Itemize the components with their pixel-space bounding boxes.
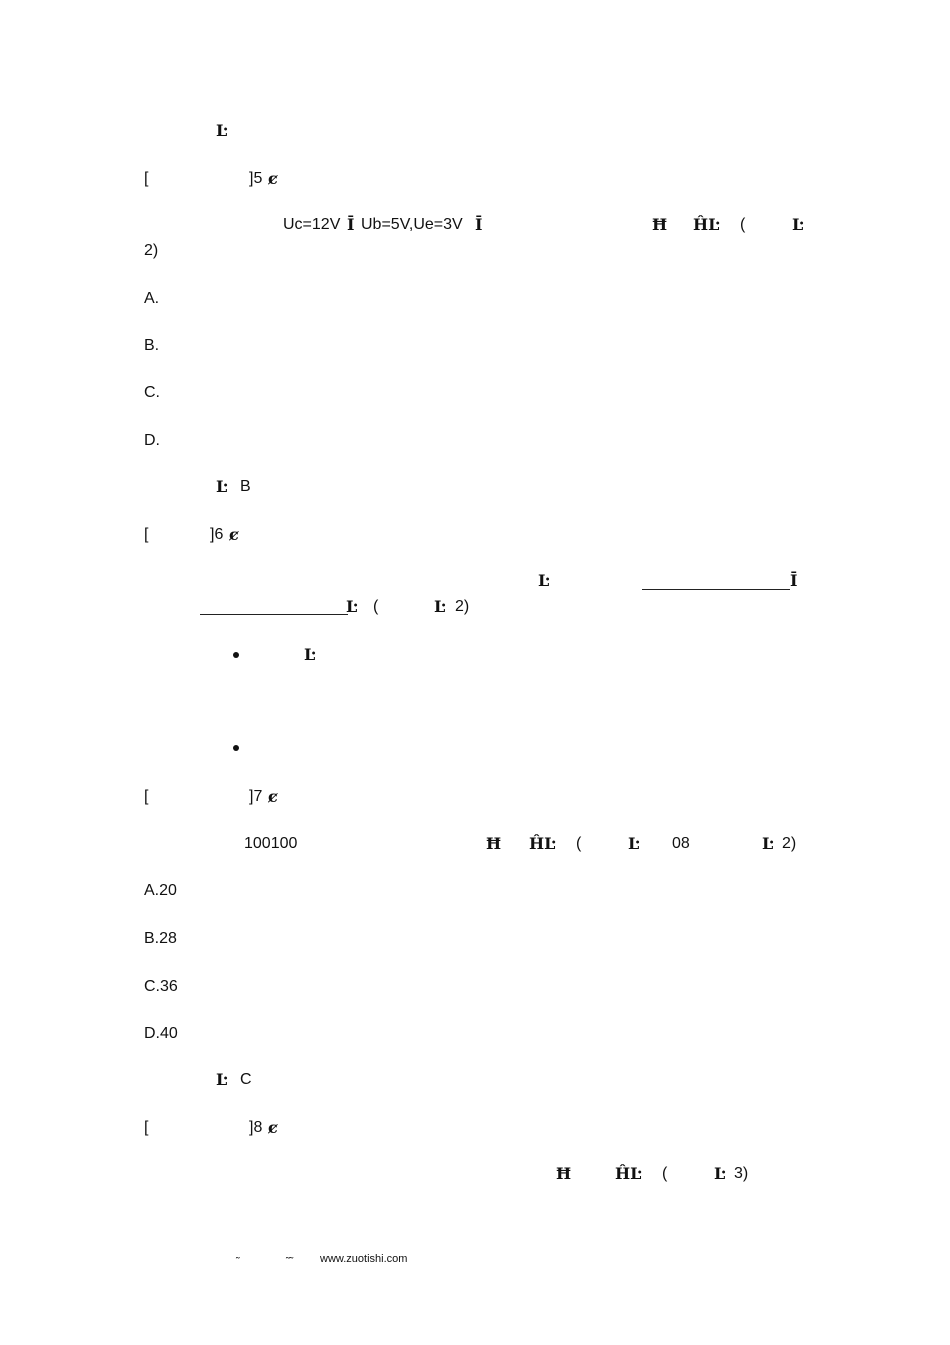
footer-mark-1: ˜ [236,1256,240,1268]
q5-option-d: D. [144,432,160,449]
q5-line2: 2) [144,242,159,259]
q8-score-mark: Ŀ [714,1164,726,1183]
q7-number-tail: ȼ [268,787,278,806]
q8-bracket-open: [ [144,1119,149,1136]
q5-mark-hl: ĤĿ [693,215,720,234]
q5-sep1: Ī [347,215,355,234]
q5-number-tail: ȼ [268,169,278,188]
q6-paren: ( [373,598,379,615]
q7-value: 08 [672,835,690,852]
q6-mark-l: Ŀ [538,571,550,590]
q6-bracket-open: [ [144,526,149,543]
q8-mark-h: Ħ [556,1164,572,1183]
q5-values-b: Ub=5V,Ue=3V [361,216,463,233]
q7-answer: C [240,1071,252,1088]
q5-option-c: C. [144,384,160,401]
q5-option-b: B. [144,337,160,354]
q7-number-value: 100100 [244,835,298,852]
q8-mark-hl: ĤĿ [615,1164,642,1183]
q6-number: ]6 [210,526,224,543]
q6-bullet-1 [233,652,239,658]
q5-number: ]5 [249,170,263,187]
footer-url[interactable]: www.zuotishi.com [320,1253,408,1265]
q7-option-b: B.28 [144,930,177,947]
q5-answer-mark: Ŀ [216,477,228,496]
q4-answer-mark: Ŀ [216,121,228,140]
q5-mark-h: Ħ [652,215,668,234]
q6-blank-1 [642,589,790,590]
q5-paren: ( [740,216,746,233]
q7-option-d: D.40 [144,1025,178,1042]
q7-option-c: C.36 [144,978,178,995]
q6-blank-end: Ŀ [346,597,358,616]
q8-number: ]8 [249,1119,263,1136]
footer-mark-2: ˜˜ [286,1256,294,1268]
q6-score-mark: Ŀ [434,597,446,616]
q7-number: ]7 [249,788,263,805]
q8-paren: ( [662,1165,668,1182]
q6-score: 2) [455,598,470,615]
q5-mark-l: Ŀ [792,215,804,234]
q6-bullet-2 [233,745,239,751]
q7-mark-h: Ħ [486,834,502,853]
q8-number-tail: ȼ [268,1118,278,1137]
q5-values-a: Uc=12V [283,216,341,233]
q6-bullet1-mark: Ŀ [304,645,316,664]
q5-bracket-open: [ [144,170,149,187]
q6-blank-2 [200,614,348,615]
q7-score: 2) [782,835,797,852]
q7-answer-mark: Ŀ [216,1070,228,1089]
q6-sep: Ī [790,571,798,590]
q5-option-a: A. [144,290,160,307]
q5-sep2: Ī [475,215,483,234]
q5-answer: B [240,478,251,495]
q7-paren: ( [576,835,582,852]
q7-option-a: A.20 [144,882,177,899]
q6-number-tail: ȼ [229,525,239,544]
q8-score: 3) [734,1165,749,1182]
q7-score-mark: Ŀ [762,834,774,853]
q7-mark-hl: ĤĿ [529,834,556,853]
q7-mark-l: Ŀ [628,834,640,853]
q7-bracket-open: [ [144,788,149,805]
